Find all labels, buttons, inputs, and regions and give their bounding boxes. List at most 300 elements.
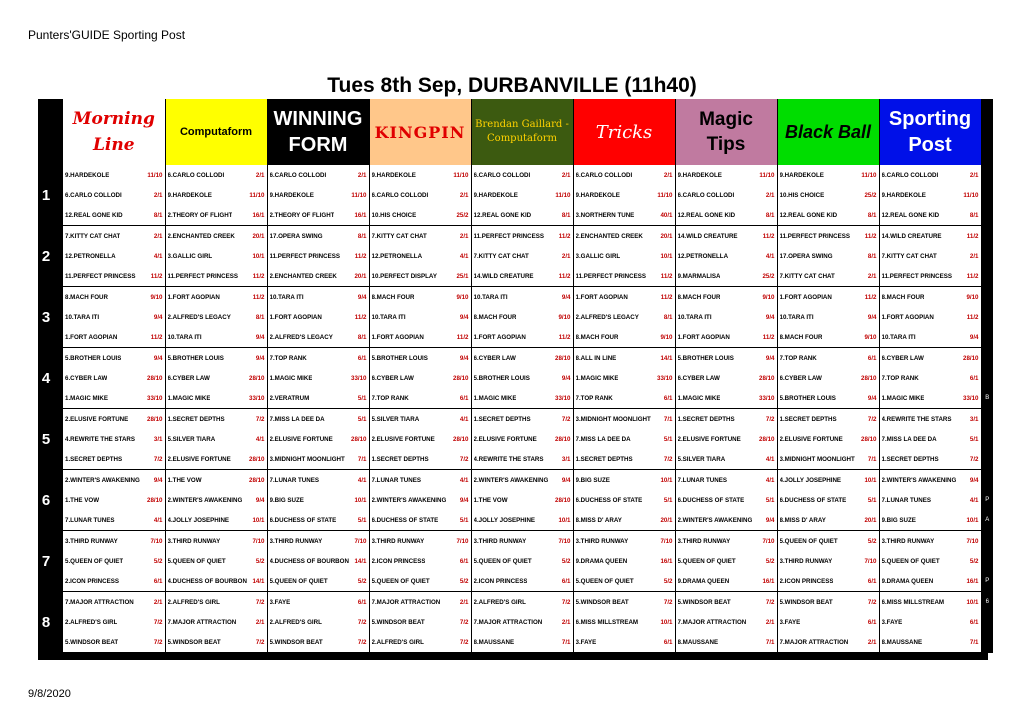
- tip-cell: [267, 592, 369, 613]
- table-row: [38, 551, 993, 571]
- race-number: 6: [38, 470, 54, 531]
- odds: 7/2: [357, 618, 367, 626]
- odds: 16/1: [762, 577, 775, 585]
- horse-name: 3.THIRD RUNWAY: [779, 557, 833, 565]
- tip-cell: [675, 612, 777, 632]
- odds: 10/1: [252, 516, 265, 524]
- document-footer-date: 9/8/2020: [28, 688, 71, 700]
- horse-name: 5.QUEEN OF QUIET: [65, 557, 124, 565]
- horse-name: 5.BROTHER LOUIS: [65, 354, 122, 362]
- horse-name: 2.ICON PRINCESS: [65, 577, 119, 585]
- tip-cell: [471, 409, 573, 430]
- side-label: [981, 327, 993, 348]
- column-header-line: Computaform: [487, 133, 557, 144]
- tip-cell: [267, 409, 369, 430]
- tip-cell: [879, 307, 981, 327]
- horse-name: 1.MAGIC MIKE: [167, 394, 211, 402]
- header-corner: [38, 99, 63, 165]
- tip-cell: [63, 571, 165, 592]
- race-number: 4: [38, 348, 54, 409]
- tip-cell: [573, 632, 675, 653]
- tip-cell: [63, 307, 165, 327]
- odds: 2/1: [459, 598, 469, 606]
- horse-name: 10.TARA ITI: [473, 293, 508, 301]
- horse-name: 1.SECRET DEPTHS: [167, 415, 225, 423]
- horse-name: 7.MISS LA DEE DA: [269, 415, 325, 423]
- odds: 10/1: [660, 252, 673, 260]
- horse-name: 2.ELUSIVE FORTUNE: [269, 435, 333, 443]
- horse-name: 11.PERFECT PRINCESS: [779, 232, 850, 240]
- horse-name: 3.THIRD RUNWAY: [575, 537, 629, 545]
- column-header-line: Computaform: [179, 126, 253, 138]
- horse-name: 14.WILD CREATURE: [881, 232, 942, 240]
- odds: 28/10: [963, 354, 979, 362]
- position-marker: [54, 226, 63, 247]
- position-marker: [54, 470, 63, 491]
- odds: 7/1: [867, 455, 877, 463]
- tip-cell: [63, 470, 165, 491]
- horse-name: 6.CARLO COLLODI: [167, 171, 225, 179]
- tip-cell: [471, 531, 573, 552]
- race-number: 5: [38, 409, 54, 470]
- odds: 9/4: [765, 354, 775, 362]
- odds: 28/10: [147, 496, 163, 504]
- side-label: [981, 266, 993, 287]
- race-number: 1: [38, 165, 54, 226]
- odds: 8/1: [765, 211, 775, 219]
- horse-name: 12.REAL GONE KID: [65, 211, 123, 219]
- position-marker: [54, 551, 63, 571]
- tip-cell: [165, 510, 267, 531]
- odds: 11/10: [351, 191, 367, 199]
- tip-cell: [165, 551, 267, 571]
- column-header-line: WINNING: [273, 108, 363, 130]
- side-label: [981, 632, 993, 653]
- odds: 2/1: [765, 191, 775, 199]
- side-label: [981, 612, 993, 632]
- horse-name: 10.TARA ITI: [779, 313, 814, 321]
- odds: 11/10: [555, 191, 571, 199]
- odds: 11/10: [963, 191, 979, 199]
- horse-name: 8.MACH FOUR: [677, 293, 721, 301]
- tip-cell: [267, 205, 369, 226]
- odds: 5/1: [969, 435, 979, 443]
- horse-name: 6.CYBER LAW: [167, 374, 210, 382]
- tip-cell: [369, 571, 471, 592]
- horse-name: 1.THE VOW: [167, 476, 202, 484]
- horse-name: 11.PERFECT PRINCESS: [881, 272, 952, 280]
- horse-name: 9.HARDEKOLE: [779, 171, 824, 179]
- horse-name: 10.TARA ITI: [677, 313, 712, 321]
- odds: 28/10: [861, 435, 877, 443]
- horse-name: 9.HARDEKOLE: [575, 191, 620, 199]
- odds: 9/4: [357, 293, 367, 301]
- odds: 7/2: [969, 455, 979, 463]
- odds: 7/2: [459, 618, 469, 626]
- horse-name: 6.CARLO COLLODI: [575, 171, 633, 179]
- horse-name: 5.BROTHER LOUIS: [371, 354, 428, 362]
- horse-name: 2.ALFRED'S GIRL: [65, 618, 118, 626]
- tip-cell: [675, 266, 777, 287]
- tips-grid: [38, 99, 988, 660]
- table-row: [38, 429, 993, 449]
- odds: 11/10: [861, 171, 877, 179]
- horse-name: 2.THEORY OF FLIGHT: [167, 211, 233, 219]
- horse-name: 5.SILVER TIARA: [677, 455, 726, 463]
- table-row: [38, 185, 993, 205]
- horse-name: 14.WILD CREATURE: [473, 272, 534, 280]
- horse-name: 7.MISS LA DEE DA: [881, 435, 937, 443]
- tip-cell: [777, 185, 879, 205]
- horse-name: 10.PERFECT DISPLAY: [371, 272, 437, 280]
- position-marker: [54, 246, 63, 266]
- tip-cell: [573, 510, 675, 531]
- horse-name: 11.PERFECT PRINCESS: [65, 272, 136, 280]
- position-marker: [54, 348, 63, 369]
- horse-name: 7.KITTY CAT CHAT: [779, 272, 835, 280]
- tip-cell: [675, 165, 777, 185]
- horse-name: 2.ICON PRINCESS: [779, 577, 834, 585]
- odds: 11/2: [966, 232, 979, 240]
- odds: 33/10: [759, 394, 775, 402]
- tip-cell: [777, 266, 879, 287]
- table-row: [38, 165, 993, 185]
- horse-name: 2.WINTER'S AWAKENING: [677, 516, 753, 524]
- tip-cell: [471, 165, 573, 185]
- tip-cell: [573, 165, 675, 185]
- horse-name: 9.DRAMA QUEEN: [575, 557, 628, 565]
- horse-name: 10.HIS CHOICE: [371, 211, 417, 219]
- odds: 6/1: [867, 354, 877, 362]
- table-row: [38, 470, 993, 491]
- position-marker: [54, 632, 63, 653]
- odds: 6/1: [969, 374, 979, 382]
- horse-name: 2.ALFRED'S LEGACY: [269, 333, 333, 341]
- horse-name: 6.DUCHESS OF STATE: [269, 516, 337, 524]
- horse-name: 11.PERFECT PRINCESS: [269, 252, 340, 260]
- odds: 4/1: [357, 476, 367, 484]
- odds: 7/1: [357, 455, 367, 463]
- odds: 5/2: [357, 577, 367, 585]
- horse-name: 6.CARLO COLLODI: [881, 171, 939, 179]
- position-marker: [54, 612, 63, 632]
- horse-name: 7.TOP RANK: [881, 374, 919, 382]
- odds: 7/2: [357, 638, 367, 646]
- tip-cell: [675, 307, 777, 327]
- odds: 9/4: [459, 313, 469, 321]
- position-marker: [54, 185, 63, 205]
- position-marker: [54, 409, 63, 430]
- horse-name: 1.FORT AGOPIAN: [65, 333, 118, 341]
- odds: 9/4: [255, 496, 265, 504]
- race-number: 3: [38, 287, 54, 348]
- tip-cell: [675, 226, 777, 247]
- odds: 10/1: [660, 476, 673, 484]
- tip-cell: [369, 510, 471, 531]
- horse-name: 9.HARDEKOLE: [473, 191, 518, 199]
- odds: 25/1: [456, 272, 469, 280]
- horse-name: 3.FAYE: [269, 598, 291, 606]
- horse-name: 8.MACH FOUR: [65, 293, 108, 301]
- odds: 9/4: [459, 496, 469, 504]
- position-marker: [54, 368, 63, 388]
- odds: 28/10: [147, 374, 163, 382]
- horse-name: 7.KITTY CAT CHAT: [65, 232, 121, 240]
- odds: 5/1: [663, 435, 673, 443]
- odds: 8/1: [561, 211, 571, 219]
- horse-name: 9.HARDEKOLE: [371, 171, 416, 179]
- tip-cell: [369, 632, 471, 653]
- horse-name: 2.ALFRED'S GIRL: [269, 618, 322, 626]
- tip-cell: [879, 185, 981, 205]
- side-label: [981, 531, 993, 552]
- side-label: [981, 551, 993, 571]
- odds: 16/1: [252, 211, 265, 219]
- odds: 8/1: [153, 211, 163, 219]
- odds: 7/2: [153, 638, 163, 646]
- odds: 11/10: [657, 191, 673, 199]
- odds: 2/1: [459, 191, 469, 199]
- tip-cell: [369, 388, 471, 409]
- tip-cell: [573, 226, 675, 247]
- horse-name: 6.CYBER LAW: [473, 354, 516, 362]
- horse-name: 1.FORT AGOPIAN: [167, 293, 220, 301]
- horse-name: 6.CYBER LAW: [65, 374, 108, 382]
- tip-cell: [63, 449, 165, 470]
- odds: 9/4: [765, 516, 775, 524]
- tip-cell: [471, 307, 573, 327]
- position-marker: [54, 165, 63, 185]
- tip-cell: [471, 226, 573, 247]
- odds: 8/1: [663, 313, 673, 321]
- odds: 9/4: [867, 313, 877, 321]
- odds: 3/1: [969, 415, 979, 423]
- horse-name: 5.WINDSOR BEAT: [371, 618, 425, 626]
- race-number: 2: [38, 226, 54, 287]
- tip-cell: [267, 327, 369, 348]
- odds: 7/1: [765, 638, 775, 646]
- tip-cell: [777, 327, 879, 348]
- position-marker: [54, 266, 63, 287]
- tip-cell: [471, 327, 573, 348]
- horse-name: 1.MAGIC MIKE: [473, 394, 517, 402]
- horse-name: 9.HARDEKOLE: [677, 171, 722, 179]
- tip-cell: [471, 368, 573, 388]
- horse-name: 2.WINTER'S AWAKENING: [881, 476, 957, 484]
- odds: 8/1: [255, 313, 265, 321]
- odds: 2/1: [153, 191, 163, 199]
- column-header-label: [166, 126, 267, 138]
- column-header: [267, 99, 369, 165]
- odds: 6/1: [561, 577, 571, 585]
- odds: 11/2: [864, 293, 877, 301]
- horse-name: 8.MACH FOUR: [779, 333, 823, 341]
- horse-name: 1.FORT AGOPIAN: [371, 333, 424, 341]
- tip-cell: [267, 368, 369, 388]
- horse-name: 2.ELUSIVE FORTUNE: [677, 435, 741, 443]
- odds: 33/10: [147, 394, 163, 402]
- column-header: [879, 99, 981, 165]
- odds: 7/2: [459, 638, 469, 646]
- document-header: Punters'GUIDE Sporting Post: [28, 28, 186, 42]
- tip-cell: [471, 205, 573, 226]
- horse-name: 5.QUEEN OF QUIET: [677, 557, 736, 565]
- odds: 20/1: [660, 232, 673, 240]
- odds: 11/2: [558, 232, 571, 240]
- odds: 14/1: [660, 354, 673, 362]
- horse-name: 12.PETRONELLA: [371, 252, 423, 260]
- side-label: [981, 165, 993, 185]
- table-row: [38, 592, 993, 613]
- horse-name: 2.ALFRED'S LEGACY: [575, 313, 639, 321]
- horse-name: 6.CARLO COLLODI: [65, 191, 122, 199]
- side-label: [981, 246, 993, 266]
- table-row: [38, 388, 993, 409]
- tip-cell: [471, 470, 573, 491]
- tip-cell: [573, 571, 675, 592]
- odds: 5/2: [255, 557, 265, 565]
- horse-name: 3.THIRD RUNWAY: [167, 537, 221, 545]
- horse-name: 5.WINDSOR BEAT: [575, 598, 629, 606]
- tip-cell: [777, 165, 879, 185]
- odds: 7/2: [255, 638, 265, 646]
- horse-name: 1.THE VOW: [65, 496, 100, 504]
- tip-cell: [165, 429, 267, 449]
- tip-cell: [369, 307, 471, 327]
- horse-name: 7.MAJOR ATTRACTION: [779, 638, 849, 646]
- odds: 5/2: [561, 557, 571, 565]
- odds: 7/10: [558, 537, 571, 545]
- horse-name: 4.DUCHESS OF BOURBON: [269, 557, 349, 565]
- table-row: [38, 490, 993, 510]
- odds: 28/10: [249, 476, 265, 484]
- odds: 33/10: [555, 394, 571, 402]
- odds: 2/1: [969, 252, 979, 260]
- odds: 28/10: [555, 354, 571, 362]
- horse-name: 6.DUCHESS OF STATE: [677, 496, 745, 504]
- odds: 9/4: [153, 354, 163, 362]
- horse-name: 4.JOLLY JOSEPHINE: [473, 516, 536, 524]
- table-row: [38, 205, 993, 226]
- tip-cell: [471, 246, 573, 266]
- horse-name: 6.CYBER LAW: [677, 374, 720, 382]
- horse-name: 8.MAUSSANE: [473, 638, 515, 646]
- horse-name: 4.REWRITE THE STARS: [473, 455, 544, 463]
- tip-cell: [879, 409, 981, 430]
- odds: 8/1: [867, 252, 877, 260]
- column-header-line: Sporting: [888, 108, 972, 130]
- odds: 3/1: [153, 435, 163, 443]
- tip-cell: [471, 592, 573, 613]
- horse-name: 2.ALFRED'S LEGACY: [167, 313, 231, 321]
- horse-name: 10.TARA ITI: [881, 333, 916, 341]
- odds: 9/10: [660, 333, 673, 341]
- horse-name: 7.TOP RANK: [371, 394, 409, 402]
- table-row: [38, 449, 993, 470]
- tip-cell: [369, 490, 471, 510]
- odds: 7/1: [663, 415, 673, 423]
- tip-cell: [573, 266, 675, 287]
- odds: 6/1: [459, 557, 469, 565]
- table-row: [38, 510, 993, 531]
- column-header: [471, 99, 573, 165]
- horse-name: 7.KITTY CAT CHAT: [473, 252, 529, 260]
- column-header-line: Tips: [706, 134, 746, 155]
- odds: 9/4: [765, 313, 775, 321]
- horse-name: 3.THIRD RUNWAY: [473, 537, 527, 545]
- horse-name: 1.SECRET DEPTHS: [371, 455, 429, 463]
- odds: 7/2: [867, 598, 877, 606]
- tip-cell: [63, 531, 165, 552]
- tip-cell: [165, 612, 267, 632]
- odds: 4/1: [765, 252, 775, 260]
- odds: 11/2: [660, 293, 673, 301]
- tip-cell: [63, 368, 165, 388]
- side-label: [981, 185, 993, 205]
- odds: 33/10: [249, 394, 265, 402]
- horse-name: 1.SECRET DEPTHS: [473, 415, 531, 423]
- odds: 2/1: [561, 171, 571, 179]
- odds: 9/4: [561, 293, 571, 301]
- tip-cell: [777, 368, 879, 388]
- tip-cell: [267, 185, 369, 205]
- odds: 2/1: [153, 232, 163, 240]
- tip-cell: [165, 307, 267, 327]
- odds: 2/1: [357, 171, 367, 179]
- tip-cell: [675, 246, 777, 266]
- odds: 16/1: [660, 557, 673, 565]
- tip-cell: [573, 327, 675, 348]
- column-header-label: [268, 106, 369, 158]
- horse-name: 14.WILD CREATURE: [677, 232, 738, 240]
- horse-name: 6.CYBER LAW: [779, 374, 822, 382]
- side-label: [981, 226, 993, 247]
- odds: 4/1: [459, 252, 469, 260]
- horse-name: 1.SECRET DEPTHS: [65, 455, 123, 463]
- odds: 16/1: [354, 211, 367, 219]
- horse-name: 9.DRAMA QUEEN: [881, 577, 934, 585]
- table-row: [38, 307, 993, 327]
- tip-cell: [777, 470, 879, 491]
- page-title: Tues 8th Sep, DURBANVILLE (11h40): [327, 74, 697, 97]
- table-row: [38, 368, 993, 388]
- tip-cell: [777, 246, 879, 266]
- horse-name: 11.PERFECT PRINCESS: [473, 232, 544, 240]
- odds: 10/1: [558, 516, 571, 524]
- odds: 7/2: [561, 415, 571, 423]
- tip-cell: [777, 612, 879, 632]
- odds: 7/2: [867, 415, 877, 423]
- odds: 5/1: [663, 496, 673, 504]
- tip-cell: [63, 551, 165, 571]
- odds: 9/10: [456, 293, 469, 301]
- odds: 8/1: [357, 333, 367, 341]
- tip-cell: [675, 531, 777, 552]
- horse-name: 5.SILVER TIARA: [371, 415, 420, 423]
- tip-cell: [369, 185, 471, 205]
- odds: 5/1: [357, 415, 367, 423]
- table-row: [38, 409, 993, 430]
- table-row: [38, 612, 993, 632]
- tip-cell: [879, 388, 981, 409]
- odds: 7/2: [153, 455, 163, 463]
- horse-name: 9.BIG SUZE: [269, 496, 304, 504]
- horse-name: 9.DRAMA QUEEN: [677, 577, 730, 585]
- odds: 28/10: [351, 435, 367, 443]
- position-marker: [54, 287, 63, 308]
- horse-name: 5.WINDSOR BEAT: [269, 638, 323, 646]
- odds: 6/1: [459, 394, 469, 402]
